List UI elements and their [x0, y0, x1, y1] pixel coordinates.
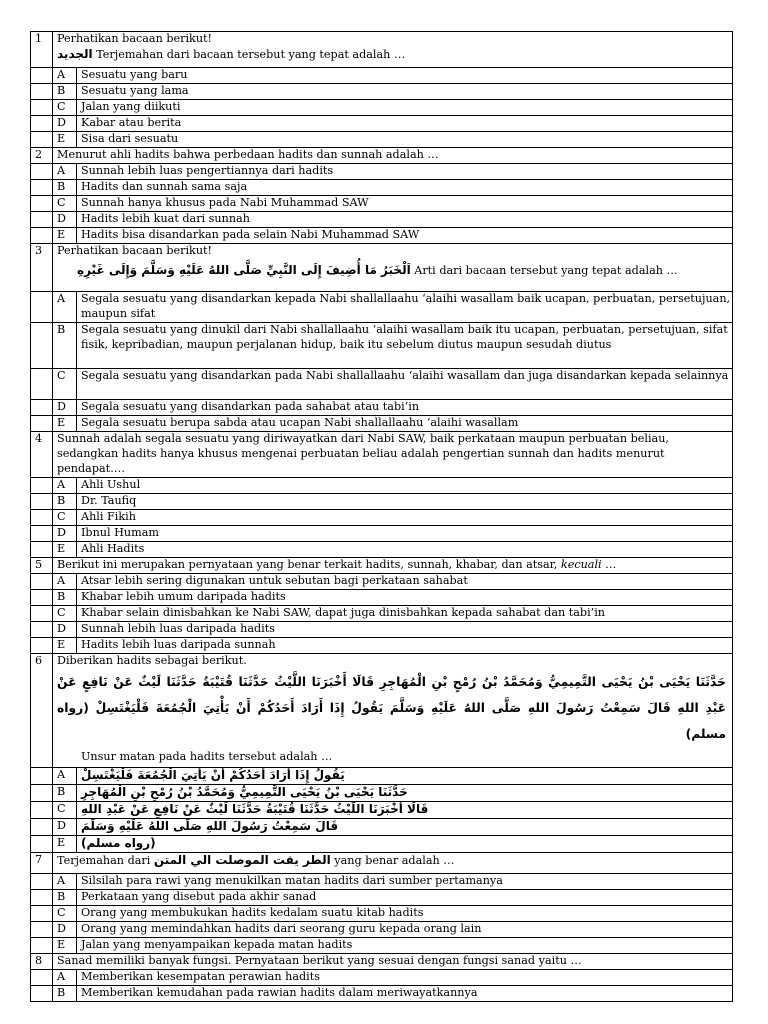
- option-row: [31, 767, 733, 784]
- option-letter: A: [53, 873, 77, 889]
- arabic-text: اَلْخَبَرُ مَا أُضِيفَ إِلَى النَّبِيِّ صَلَّى اللهُ عَلَيْهِ وَسَلَّمَ وَإِلَى غَيْرِهِ: [77, 262, 411, 277]
- question-row: [31, 654, 733, 768]
- option-row: [31, 100, 733, 116]
- option-letter: B: [53, 180, 77, 196]
- option-letter: D: [53, 526, 77, 542]
- question-intro: Terjemahan dari: [57, 853, 154, 867]
- question-prompt: Arti dari bacaan tersebut yang tepat adalah …: [410, 263, 678, 277]
- option-row: [31, 985, 733, 1001]
- option-row: [31, 818, 733, 835]
- option-letter: A: [53, 478, 77, 494]
- question-number: 1: [31, 32, 53, 68]
- option-letter: C: [53, 369, 77, 400]
- question-row: [31, 953, 733, 969]
- question-text: [53, 244, 733, 292]
- option-letter: E: [53, 416, 77, 432]
- option-text: Ibnul Humam: [77, 526, 733, 542]
- option-row: [31, 196, 733, 212]
- option-row: [31, 416, 733, 432]
- option-text: Segala sesuatu berupa sabda atau ucapan Nabi shallallaahu ‘alaihi wasallam: [77, 416, 733, 432]
- option-row: [31, 510, 733, 526]
- option-text: Segala sesuatu yang disandarkan kepada Nabi shallallaahu ‘alaihi wasallam baik ucapan, perbuatan, persetujuan, maupun sifat: [77, 292, 733, 323]
- option-row: [31, 921, 733, 937]
- question-text: Sanad memiliki banyak fungsi. Pernyataan berikut yang sesuai dengan fungsi sanad yaitu …: [53, 953, 733, 969]
- question-intro: Diberikan hadits sebagai berikut.: [57, 654, 247, 667]
- question-text: [53, 852, 733, 873]
- option-letter: D: [53, 212, 77, 228]
- question-text: [53, 654, 733, 768]
- option-letter: D: [53, 921, 77, 937]
- option-text: قَالَ سَمِعْتُ رَسُولَ اللهِ صَلَّى اللهُ عَلَيْهِ وَسَلَّمَ: [81, 818, 339, 833]
- question-number: 2: [31, 148, 53, 164]
- question-prompt: yang benar adalah …: [330, 853, 455, 867]
- option-row: [31, 801, 733, 818]
- option-letter: A: [53, 767, 77, 784]
- question-number: 8: [31, 953, 53, 969]
- option-letter: E: [53, 937, 77, 953]
- option-text: Sisa dari sesuatu: [77, 132, 733, 148]
- question-intro: Perhatikan bacaan berikut!: [57, 244, 213, 257]
- option-letter: C: [53, 510, 77, 526]
- question-intro: Perhatikan bacaan berikut!: [57, 32, 213, 45]
- option-text: Atsar lebih sering digunakan untuk sebutan bagi perkataan sahabat: [77, 574, 733, 590]
- option-letter: A: [53, 292, 77, 323]
- option-row: [31, 526, 733, 542]
- question-text-main: Berikut ini merupakan pernyataan yang benar terkait hadits, sunnah, khabar, dan atsar,: [57, 558, 561, 571]
- option-text: Khabar selain dinisbahkan ke Nabi SAW, dapat juga dinisbahkan kepada sahabat dan tabi’in: [77, 606, 733, 622]
- question-number: 7: [31, 852, 53, 873]
- question-row: [31, 558, 733, 574]
- option-text: يَقُولُ إِذَا أَرَادَ أَحَدُكُمْ أَنْ يَأْتِيَ الْجُمُعَةَ فَلْيَغْتَسِلْ: [81, 767, 345, 782]
- question-prompt: Terjemahan dari bacaan tersebut yang tepat adalah …: [92, 47, 406, 61]
- question-row: [31, 432, 733, 478]
- option-text: Silsilah para rawi yang menukilkan matan hadits dari sumber pertamanya: [77, 873, 733, 889]
- option-text: Jalan yang diikuti: [77, 100, 733, 116]
- option-row: [31, 606, 733, 622]
- option-text: Dr. Taufiq: [77, 494, 733, 510]
- question-text: [53, 558, 733, 574]
- option-row: [31, 369, 733, 400]
- option-row: [31, 132, 733, 148]
- question-number: 5: [31, 558, 53, 574]
- option-letter: B: [53, 494, 77, 510]
- option-row: [31, 574, 733, 590]
- option-row: [31, 228, 733, 244]
- option-letter: D: [53, 400, 77, 416]
- option-letter: C: [53, 196, 77, 212]
- option-row: [31, 292, 733, 323]
- option-text: Segala sesuatu yang disandarkan pada sahabat atau tabi’in: [77, 400, 733, 416]
- option-text: Kabar atau berita: [77, 116, 733, 132]
- arabic-text: الجديد: [57, 46, 93, 61]
- option-text: Perkataan yang disebut pada akhir sanad: [77, 889, 733, 905]
- option-row: [31, 84, 733, 100]
- option-letter: A: [53, 164, 77, 180]
- option-text: حَدَّثَنَا يَحْيَى بْنُ يَحْيَى التَّمِيمِيُّ وَمُحَمَّدُ بْنُ رُمْحٍ بْنِ الْمُهَاجِرِ: [81, 784, 408, 799]
- option-letter: E: [53, 228, 77, 244]
- option-text: Segala sesuatu yang disandarkan pada Nabi shallallaahu ‘alaihi wasallam dan juga disandarkan kepada selainnya: [77, 369, 733, 400]
- question-text: Menurut ahli hadits bahwa perbedaan hadits dan sunnah adalah …: [53, 148, 733, 164]
- option-letter: E: [53, 132, 77, 148]
- option-row: [31, 116, 733, 132]
- option-row: [31, 835, 733, 852]
- option-text: Sunnah lebih luas pengertiannya dari hadits: [77, 164, 733, 180]
- option-text: قَالَا أَخْبَرَنَا اللَّيْثُ حَدَّثَنَا قُتَيْبَةُ حَدَّثَنَا لَيْثٌ عَنْ نَافِعٍ عَنْ عَبْدِ اللهِ: [81, 801, 429, 816]
- option-row: [31, 873, 733, 889]
- option-letter: C: [53, 606, 77, 622]
- question-number: 4: [31, 432, 53, 478]
- option-text: Orang yang membukukan hadits kedalam suatu kitab hadits: [77, 905, 733, 921]
- option-letter: E: [53, 638, 77, 654]
- option-row: [31, 323, 733, 369]
- option-letter: D: [53, 818, 77, 835]
- option-row: [31, 478, 733, 494]
- option-text: Sunnah hanya khusus pada Nabi Muhammad SAW: [77, 196, 733, 212]
- option-letter: D: [53, 622, 77, 638]
- option-row: [31, 542, 733, 558]
- option-text: Khabar lebih umum daripada hadits: [77, 590, 733, 606]
- option-row: [31, 622, 733, 638]
- option-text: Hadits lebih luas daripada sunnah: [77, 638, 733, 654]
- option-text: Ahli Ushul: [77, 478, 733, 494]
- option-letter: E: [53, 542, 77, 558]
- question-text: [53, 32, 733, 68]
- option-letter: A: [53, 969, 77, 985]
- option-text: Ahli Fikih: [77, 510, 733, 526]
- option-letter: B: [53, 985, 77, 1001]
- question-text-emphasis: kecuali: [560, 558, 602, 571]
- option-text: Memberikan kemudahan pada rawian hadits dalam meriwayatkannya: [77, 985, 733, 1001]
- option-letter: C: [53, 801, 77, 818]
- question-row: [31, 32, 733, 68]
- option-letter: B: [53, 84, 77, 100]
- option-text: Memberikan kesempatan perawian hadits: [77, 969, 733, 985]
- option-letter: B: [53, 323, 77, 369]
- option-text: Ahli Hadits: [77, 542, 733, 558]
- option-text: Hadits bisa disandarkan pada selain Nabi Muhammad SAW: [77, 228, 733, 244]
- option-letter: A: [53, 574, 77, 590]
- option-text: (رواه مسلم): [81, 835, 156, 850]
- option-text: Hadits lebih kuat dari sunnah: [77, 212, 733, 228]
- option-row: [31, 905, 733, 921]
- option-row: [31, 889, 733, 905]
- option-letter: C: [53, 100, 77, 116]
- option-row: [31, 494, 733, 510]
- question-number: 6: [31, 654, 53, 768]
- option-row: [31, 164, 733, 180]
- option-text: Sunnah lebih luas daripada hadits: [77, 622, 733, 638]
- option-row: [31, 590, 733, 606]
- question-row: [31, 244, 733, 292]
- question-text: Sunnah adalah segala sesuatu yang diriwayatkan dari Nabi SAW, baik perkataan maupun perbuatan beliau, sedangkan hadits hanya khusus mengenai perbuatan beliau adalah pengertian sunnah dan hadits menurut pendapat….: [53, 432, 733, 478]
- option-row: [31, 212, 733, 228]
- arabic-text: الطر يقت الموصلت الي المتن: [153, 852, 331, 867]
- option-text: Sesuatu yang baru: [77, 68, 733, 84]
- question-row: [31, 852, 733, 873]
- option-row: [31, 638, 733, 654]
- quiz-table: [30, 31, 733, 1002]
- option-row: [31, 969, 733, 985]
- option-letter: A: [53, 68, 77, 84]
- option-row: [31, 180, 733, 196]
- question-text-end: …: [601, 558, 617, 571]
- option-row: [31, 784, 733, 801]
- option-letter: D: [53, 116, 77, 132]
- option-letter: B: [53, 590, 77, 606]
- question-prompt: Unsur matan pada hadits tersebut adalah …: [81, 749, 333, 763]
- option-text: Sesuatu yang lama: [77, 84, 733, 100]
- option-letter: E: [53, 835, 77, 852]
- option-text: Segala sesuatu yang dinukil dari Nabi shallallaahu ‘alaihi wasallam baik itu ucapan, perbuatan, persetujuan, sifat fisik, kepribadian, maupun perjalanan hidup, baik itu sebelum diutus maupun sesudah diutus: [77, 323, 733, 369]
- hadith-arabic-text: حَدَّثَنَا يَحْيَى بْنُ يَحْيَى التَّمِيمِيُّ وَمُحَمَّدُ بْنُ رُمْحٍ بْنِ الْمُهَاجِرِ قَالَا أَخْبَرَنَا اللَّيْثُ حَدَّثَنَا قُتَيْبَةُ حَدَّثَنَا لَيْثٌ عَنْ نَافِعٍ عَنْ عَبْدِ اللهِ قَالَ سَمِعْتُ رَسُولَ اللهِ صَلَّى اللهُ عَلَيْهِ وَسَلَّمَ يَقُولُ إِذَا أَرَادَ أَحَدُكُمْ أَنْ يَأْتِيَ الْجُمُعَةَ فَلْيَغْتَسِلْ (رواه مسلم): [57, 674, 726, 741]
- option-letter: B: [53, 784, 77, 801]
- question-number: 3: [31, 244, 53, 292]
- option-text: Hadits dan sunnah sama saja: [77, 180, 733, 196]
- option-letter: C: [53, 905, 77, 921]
- option-row: [31, 68, 733, 84]
- question-row: [31, 148, 733, 164]
- option-row: [31, 937, 733, 953]
- option-row: [31, 400, 733, 416]
- option-text: Jalan yang menyampaikan kepada matan hadits: [77, 937, 733, 953]
- option-text: Orang yang memindahkan hadits dari seorang guru kepada orang lain: [77, 921, 733, 937]
- option-letter: B: [53, 889, 77, 905]
